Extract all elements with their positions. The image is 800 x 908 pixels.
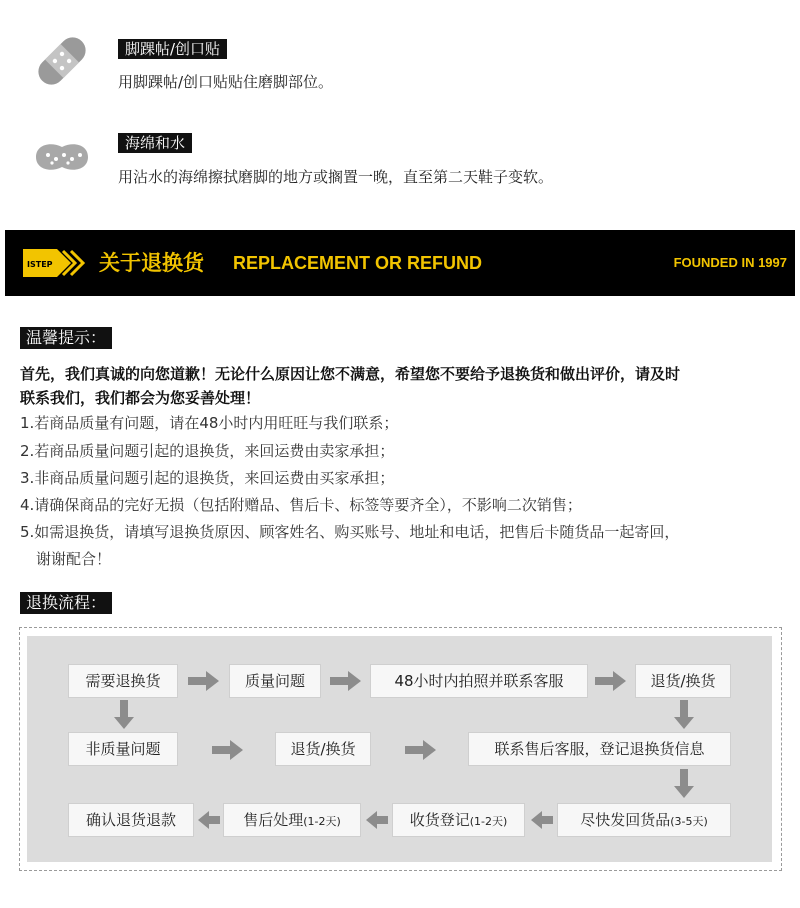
flow-step-receive-register [392,803,525,837]
notice-item: 4.请确保商品的完好无损（包括附赠品、售后卡、标签等要齐全），不影响二次销售； [20,496,582,514]
arrow-right-icon [405,739,437,761]
flow-label: 退换流程： [20,592,112,614]
flow-step-register-info: 联系售后客服，登记退换货信息 [468,732,731,766]
flow-step-need-return: 需要退换货 [68,664,178,698]
logo-text: ISTEP [27,260,53,269]
flow-step-send-back [557,803,731,837]
notice-intro-line: 首先，我们真诚的向您道歉！无论什么原因让您不满意，希望您不要给予退换货和做出评价，请及时 [20,365,681,383]
notice-item: 谢谢配合！ [36,550,112,568]
notice-intro-line: 联系我们，我们都会为您妥善处理！ [20,389,261,407]
arrow-right-icon [330,670,362,692]
arrow-down-icon [113,700,135,730]
arrow-right-icon [212,739,244,761]
notice-item: 5.如需退换货，请填写退换货原因、顾客姓名、购买账号、地址和电话，把售后卡随货品一起寄回， [20,523,680,541]
notice-intro [20,362,790,410]
bandage-icon [30,29,94,93]
flow-step-confirm-refund: 确认退货退款 [68,803,194,837]
banner-title-cn: 关于退换货 [99,251,204,275]
banner-founded: FOUNDED IN 1997 [673,255,787,270]
flow-step-duration: (1-2天) [469,815,508,828]
flow-step-non-quality: 非质量问题 [68,732,178,766]
arrow-left-icon [366,810,388,830]
tip-label-bandage: 脚踝帖/创口贴 [118,39,227,59]
banner-title-en: REPLACEMENT OR REFUND [233,253,483,273]
tips-section [0,0,800,215]
flow-step-return-exchange: 退货/换货 [635,664,731,698]
arrow-right-icon [595,670,627,692]
refund-banner [5,230,795,296]
notice-label: 温馨提示： [20,327,112,349]
flow-step-photo-contact: 48小时内拍照并联系客服 [370,664,588,698]
arrow-left-icon [531,810,553,830]
flow-step-after-sale [223,803,361,837]
flow-step-text: 收货登记 [409,811,470,829]
arrow-right-icon [188,670,220,692]
tip-text-bandage: 用脚踝帖/创口贴贴住磨脚部位。 [118,73,334,91]
flow-step-duration: (3-5天) [670,815,708,828]
istep-logo-icon [23,247,85,279]
arrow-down-icon [673,700,695,730]
notice-item: 3.非商品质量问题引起的退换货，来回运费由买家承担； [20,469,395,487]
tip-text-sponge: 用沾水的海绵擦拭磨脚的地方或搁置一晚，直至第二天鞋子变软。 [118,168,554,186]
flow-step-duration: (1-2天) [303,815,341,828]
arrow-left-icon [198,810,220,830]
notice-item: 1.若商品质量有问题，请在48小时内用旺旺与我们联系； [20,414,399,432]
flow-step-text: 售后处理 [243,811,304,829]
flow-step-quality-issue: 质量问题 [229,664,321,698]
tip-label-sponge: 海绵和水 [118,133,192,153]
flow-step-return-exchange-2: 退货/换货 [275,732,371,766]
flow-step-text: 尽快发回货品 [580,811,671,829]
notice-item: 2.若商品质量问题引起的退换货，来回运费由卖家承担； [20,442,395,460]
sponge-icon [30,127,94,191]
arrow-down-icon [673,769,695,799]
